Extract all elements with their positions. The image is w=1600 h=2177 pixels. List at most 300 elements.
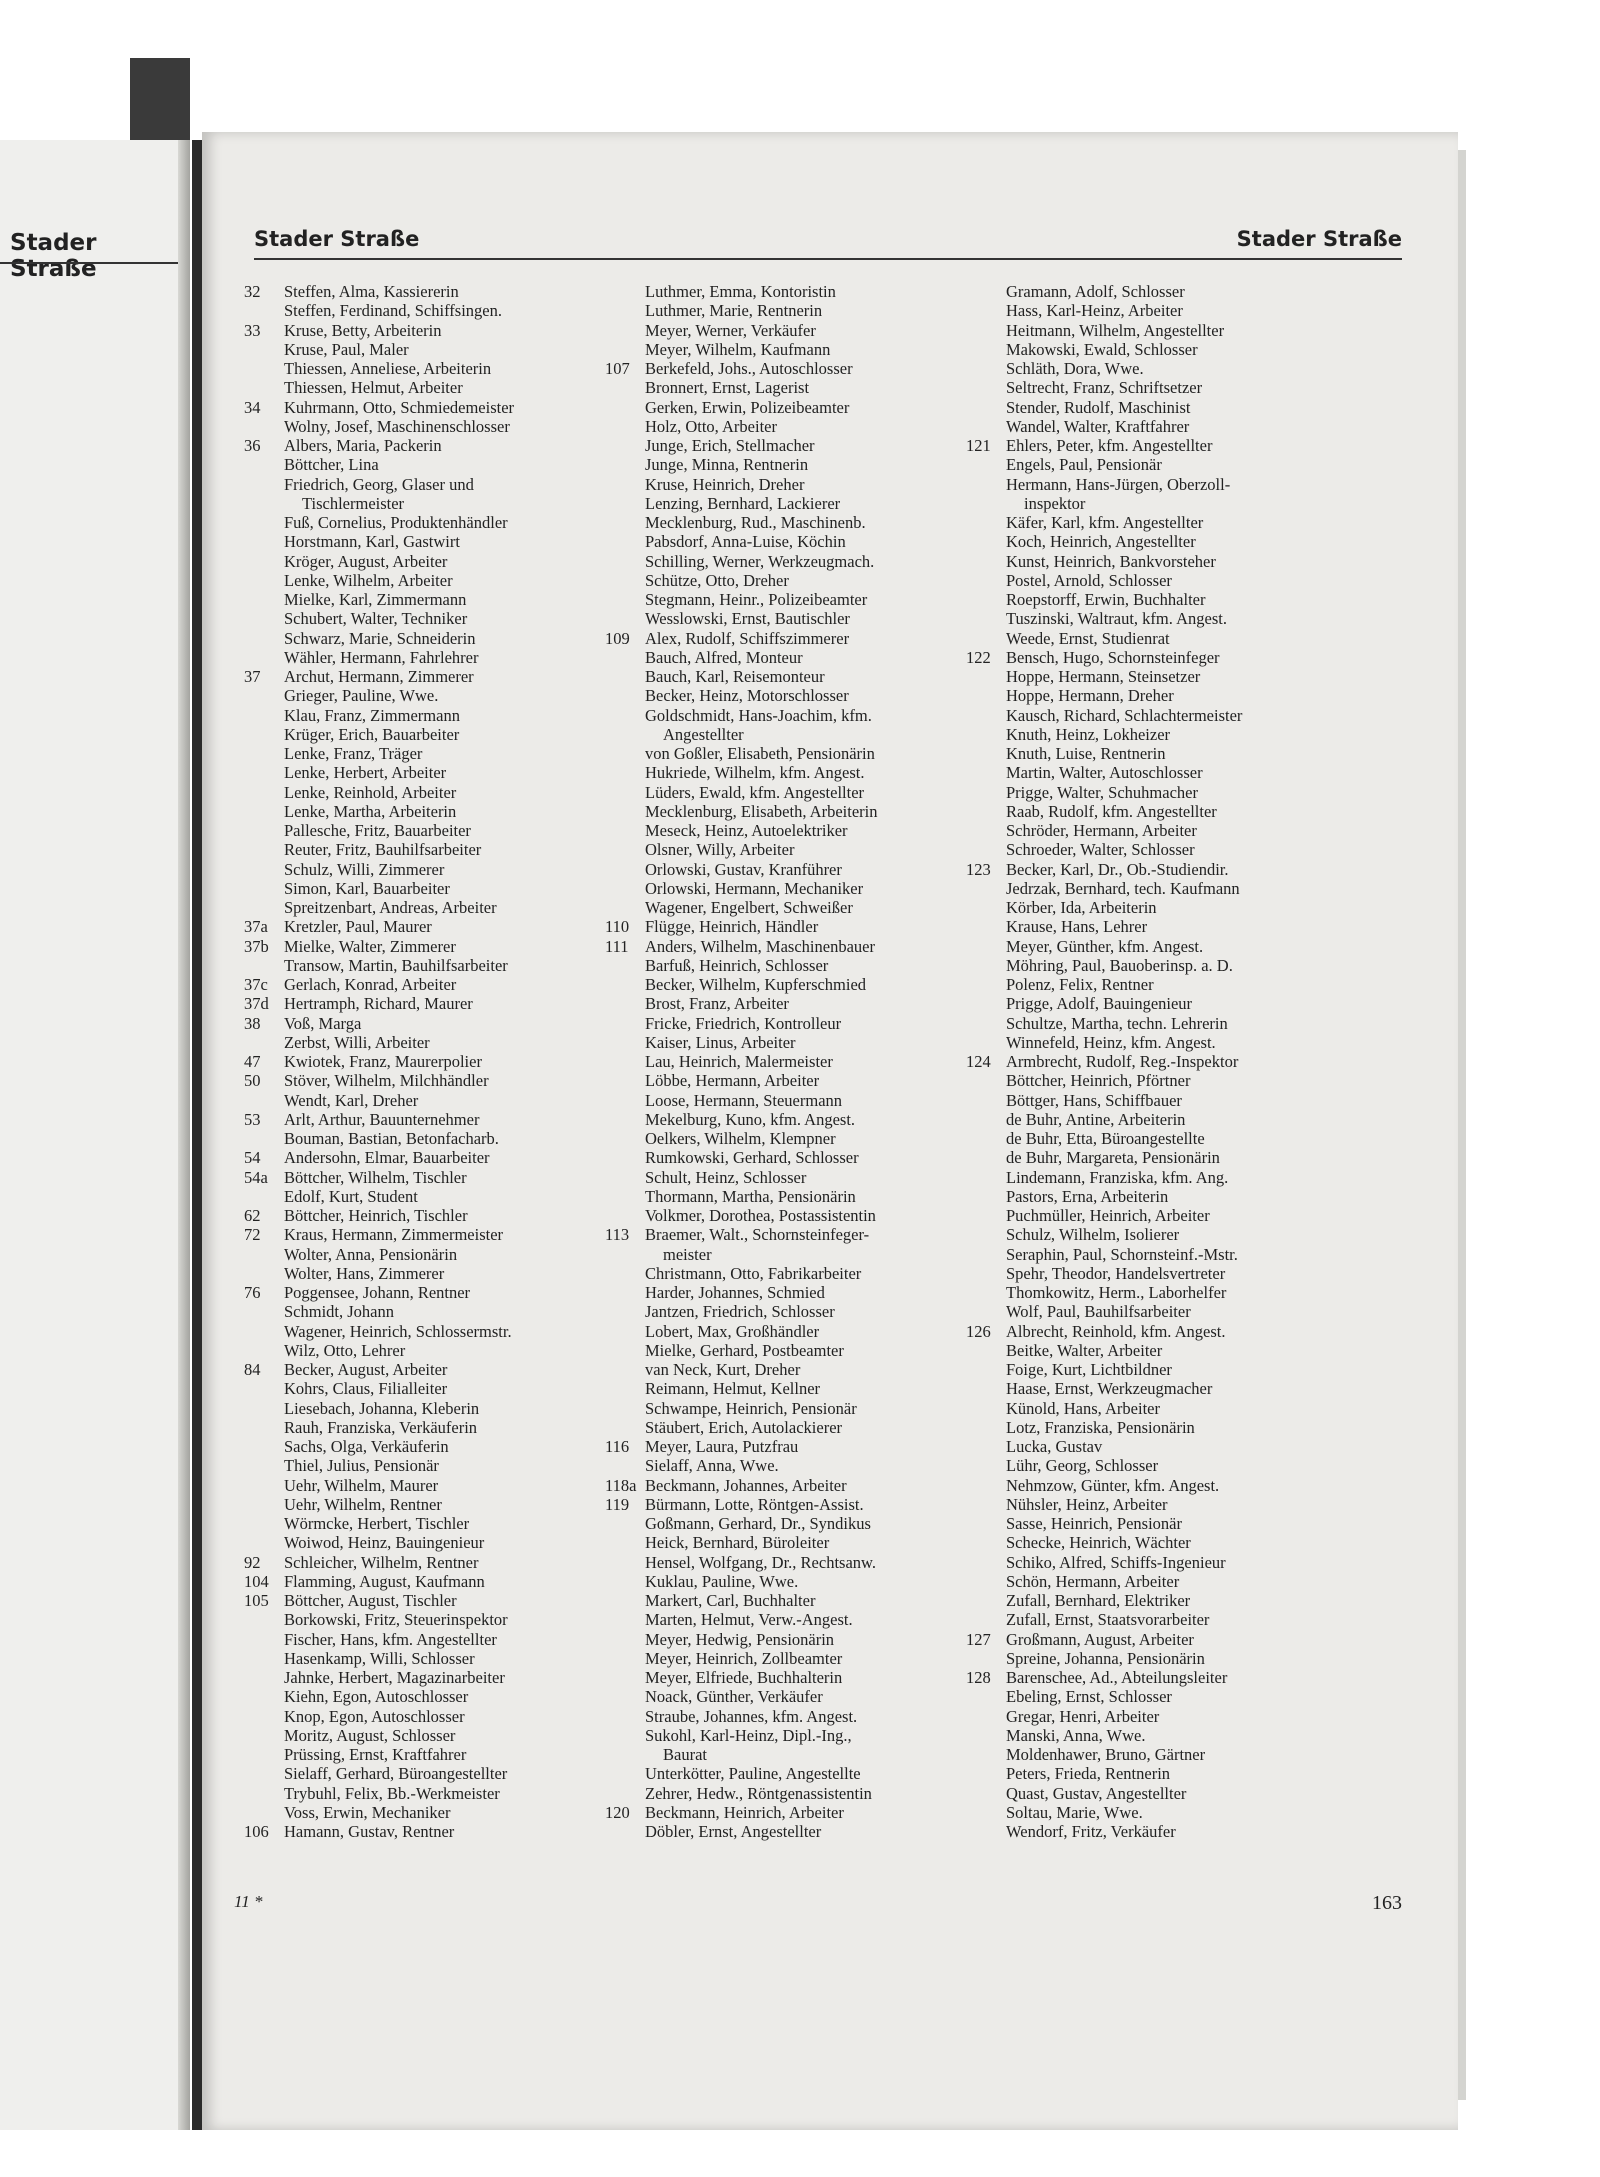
resident-entry: Marten, Helmut, Verw.-Angest. <box>645 1610 853 1630</box>
resident-entry: Jantzen, Friedrich, Schlosser <box>645 1302 835 1322</box>
resident-entry: Foige, Kurt, Lichtbildner <box>1006 1360 1172 1379</box>
left-fragment-line <box>0 1259 148 1278</box>
left-fragment-text <box>0 1604 148 1623</box>
resident-entry: Wandel, Walter, Kraftfahrer <box>1006 416 1190 436</box>
house-number: 128 <box>966 1668 991 1687</box>
house-number: 110 <box>605 917 630 937</box>
left-fragment-line <box>0 376 148 395</box>
resident-entry: Kruse, Betty, Arbeiterin <box>284 320 442 340</box>
resident-entry: Wörmcke, Herbert, Tischler <box>284 1514 470 1533</box>
left-fragment-line <box>0 510 148 529</box>
resident-entry: meister <box>663 1244 712 1264</box>
resident-entry: Körber, Ida, Arbeiterin <box>1006 898 1157 917</box>
resident-entry: Hermann, Hans-Jürgen, Oberzoll- <box>1006 474 1231 494</box>
house-number: 37d <box>244 994 269 1014</box>
resident-entry: Schleicher, Wilhelm, Rentner <box>284 1552 479 1572</box>
resident-entry: Luthmer, Marie, Rentnerin <box>645 301 823 321</box>
resident-entry: Wähler, Hermann, Fahrlehrer <box>284 647 479 667</box>
left-fragment-text <box>0 1566 148 1585</box>
left-header-rule <box>0 262 178 264</box>
left-page-header: Stader Straße <box>10 230 97 282</box>
resident-entry: Bensch, Hugo, Schornsteinfeger <box>1006 647 1220 667</box>
left-fragment-line <box>0 645 148 664</box>
resident-entry: Lühr, Georg, Schlosser <box>1006 1456 1159 1476</box>
resident-entry: Armbrecht, Rudolf, Reg.-Inspektor <box>1006 1052 1239 1071</box>
resident-entry: Meyer, Wilhelm, Kaufmann <box>645 339 831 359</box>
left-fragment-line <box>0 1028 148 1047</box>
resident-entry: Großmann, August, Arbeiter <box>1006 1629 1194 1649</box>
left-fragment-text <box>0 932 148 951</box>
resident-entry: Thiel, Julius, Pensionär <box>284 1456 439 1476</box>
resident-entry: Schultze, Martha, techn. Lehrerin <box>1006 1013 1228 1033</box>
left-fragment-text <box>0 1201 148 1220</box>
house-number: 107 <box>605 359 630 378</box>
house-number: 37b <box>244 936 269 956</box>
left-fragment-text <box>0 741 148 760</box>
left-fragment-line <box>0 1124 148 1143</box>
left-fragment-text <box>0 299 148 318</box>
resident-entry: Edolf, Kurt, Student <box>284 1186 418 1206</box>
resident-entry: Simon, Karl, Bauarbeiter <box>284 878 450 898</box>
page-header-left: Stader Straße <box>254 227 420 251</box>
resident-entry: Transow, Martin, Bauhilfsarbeiter <box>284 955 508 975</box>
resident-entry: Kaiser, Linus, Arbeiter <box>645 1032 796 1052</box>
left-fragment-line <box>0 1182 148 1201</box>
resident-entry: Steffen, Ferdinand, Schiffsingen. <box>284 301 502 321</box>
left-fragment-text <box>0 1028 148 1047</box>
left-fragment-text <box>0 1412 148 1431</box>
resident-entry: Seraphin, Paul, Schornsteinf.-Mstr. <box>1006 1244 1238 1264</box>
resident-entry: Beitke, Walter, Arbeiter <box>1006 1340 1163 1360</box>
resident-entry: Döbler, Ernst, Angestellter <box>645 1822 822 1841</box>
resident-entry: Sielaff, Gerhard, Büroangestellter <box>284 1764 508 1784</box>
left-fragment-text <box>0 1489 148 1508</box>
resident-entry: Jahnke, Herbert, Magazinarbeiter <box>284 1668 505 1687</box>
resident-entry: Reuter, Fritz, Bauhilfsarbeiter <box>284 840 482 860</box>
left-fragment-line <box>0 395 148 414</box>
resident-entry: Straube, Johannes, kfm. Angest. <box>645 1706 858 1726</box>
resident-entry: Arlt, Arthur, Bauunternehmer <box>284 1109 480 1129</box>
resident-entry: Horstmann, Karl, Gastwirt <box>284 532 460 552</box>
resident-entry: Nühsler, Heinz, Arbeiter <box>1006 1494 1168 1514</box>
page-edge <box>1458 150 1466 2100</box>
left-fragment-line <box>0 1297 148 1316</box>
house-number: 126 <box>966 1321 991 1341</box>
left-fragment-text <box>0 1009 148 1028</box>
resident-entry: Spreitzenbart, Andreas, Arbeiter <box>284 898 497 917</box>
left-page-text <box>0 280 148 1834</box>
resident-entry: Moritz, August, Schlosser <box>284 1725 456 1745</box>
resident-entry: Böttcher, August, Tischler <box>284 1591 457 1610</box>
resident-entry: Voss, Erwin, Mechaniker <box>284 1802 451 1822</box>
resident-entry: Christmann, Otto, Fabrikarbeiter <box>645 1263 862 1283</box>
resident-entry: Fricke, Friedrich, Kontrolleur <box>645 1013 842 1033</box>
left-fragment-text <box>0 395 148 414</box>
resident-entry: Puchmüller, Heinrich, Arbeiter <box>1006 1206 1210 1225</box>
resident-entry: de Buhr, Etta, Büroangestellte <box>1006 1129 1205 1148</box>
resident-entry: Sachs, Olga, Verkäuferin <box>284 1437 449 1456</box>
resident-entry: Bouman, Bastian, Betonfacharb. <box>284 1129 499 1148</box>
resident-entry: Krause, Hans, Lehrer <box>1006 917 1148 937</box>
resident-entry: Albers, Maria, Packerin <box>284 436 442 455</box>
left-fragment-line <box>0 1355 148 1374</box>
resident-entry: Zufall, Ernst, Staatsvorarbeiter <box>1006 1610 1210 1630</box>
resident-entry: Heick, Bernhard, Büroleiter <box>645 1533 830 1553</box>
left-fragment-line <box>0 1105 148 1124</box>
left-fragment-line <box>0 280 148 299</box>
header-rule <box>254 258 1402 260</box>
left-fragment-line <box>0 1374 148 1393</box>
left-fragment-line <box>0 1719 148 1738</box>
left-fragment-line <box>0 1700 148 1719</box>
resident-entry: Pastors, Erna, Arbeiterin <box>1006 1186 1169 1206</box>
left-fragment-text <box>0 1048 148 1067</box>
left-fragment-text <box>0 1220 148 1239</box>
resident-entry: Thiessen, Anneliese, Arbeiterin <box>284 359 492 378</box>
left-fragment-line <box>0 1086 148 1105</box>
resident-entry: Bauch, Karl, Reisemonteur <box>645 667 825 686</box>
left-fragment-text <box>0 1681 148 1700</box>
house-number: 47 <box>244 1052 261 1071</box>
resident-entry: Gerken, Erwin, Polizeibeamter <box>645 397 850 417</box>
left-fragment-line <box>0 702 148 721</box>
resident-entry: Spehr, Theodor, Handelsvertreter <box>1006 1263 1226 1283</box>
left-fragment-text <box>0 1757 148 1776</box>
resident-entry: Böttcher, Lina <box>284 455 379 475</box>
left-fragment-line <box>0 1489 148 1508</box>
left-fragment-line <box>0 529 148 548</box>
resident-entry: Knop, Egon, Autoschlosser <box>284 1706 465 1726</box>
resident-entry: Sielaff, Anna, Wwe. <box>645 1456 779 1476</box>
house-number: 113 <box>605 1225 630 1245</box>
resident-entry: Brost, Franz, Arbeiter <box>645 994 789 1014</box>
left-fragment-text <box>0 1124 148 1143</box>
left-fragment-text <box>0 1719 148 1738</box>
resident-entry: Mecklenburg, Rud., Maschinenb. <box>645 513 866 532</box>
book-spine-top <box>130 58 190 148</box>
house-number: 76 <box>244 1283 261 1302</box>
house-number: 37c <box>244 975 268 994</box>
resident-entry: Unterkötter, Pauline, Angestellte <box>645 1764 861 1784</box>
resident-entry: Schwarz, Marie, Schneiderin <box>284 628 476 648</box>
resident-entry: Knuth, Heinz, Lokheizer <box>1006 724 1171 744</box>
left-fragment-line <box>0 971 148 990</box>
left-fragment-line <box>0 1585 148 1604</box>
left-fragment-text <box>0 894 148 913</box>
house-number: 116 <box>605 1437 630 1456</box>
resident-entry: Haase, Ernst, Werkzeugmacher <box>1006 1379 1213 1399</box>
left-fragment-text <box>0 856 148 875</box>
resident-entry: Wagener, Engelbert, Schweißer <box>645 898 853 917</box>
left-fragment-line <box>0 1201 148 1220</box>
left-fragment-line <box>0 798 148 817</box>
resident-entry: Bauch, Alfred, Monteur <box>645 647 803 667</box>
resident-entry: Stender, Rudolf, Maschinist <box>1006 397 1191 417</box>
resident-entry: Böttcher, Heinrich, Tischler <box>284 1206 468 1225</box>
house-number: 34 <box>244 397 261 417</box>
resident-entry: Steffen, Alma, Kassiererin <box>284 282 459 301</box>
left-fragment-text <box>0 1431 148 1450</box>
house-number: 54a <box>244 1167 268 1187</box>
left-fragment-line <box>0 817 148 836</box>
resident-entry: Stäubert, Erich, Autolackierer <box>645 1417 843 1437</box>
left-fragment-line <box>0 721 148 740</box>
left-fragment-line <box>0 1220 148 1239</box>
left-fragment-line <box>0 587 148 606</box>
left-fragment-line <box>0 1642 148 1661</box>
resident-entry: Kohrs, Claus, Filialleiter <box>284 1379 448 1399</box>
resident-entry: Hass, Karl-Heinz, Arbeiter <box>1006 301 1183 321</box>
resident-entry: Schröder, Hermann, Arbeiter <box>1006 821 1197 840</box>
left-fragment-text <box>0 1623 148 1642</box>
resident-entry: Kuhrmann, Otto, Schmiedemeister <box>284 397 515 417</box>
resident-entry: Meyer, Günther, kfm. Angest. <box>1006 936 1204 956</box>
resident-entry: Wolny, Josef, Maschinenschlosser <box>284 416 510 436</box>
resident-entry: Lenzing, Bernhard, Lackierer <box>645 493 841 513</box>
book-spine <box>192 140 202 2130</box>
house-number: 121 <box>966 436 991 455</box>
left-fragment-text <box>0 1815 148 1834</box>
left-fragment-line <box>0 664 148 683</box>
resident-entry: Friedrich, Georg, Glaser und <box>284 474 474 494</box>
resident-entry: Polenz, Felix, Rentner <box>1006 975 1154 994</box>
left-fragment-text <box>0 1700 148 1719</box>
resident-entry: Nehmzow, Günter, kfm. Angest. <box>1006 1475 1220 1495</box>
resident-entry: Hoppe, Hermann, Dreher <box>1006 686 1174 706</box>
house-number: 38 <box>244 1013 261 1033</box>
left-fragment-text <box>0 1585 148 1604</box>
resident-entry: Lenke, Wilhelm, Arbeiter <box>284 570 453 590</box>
resident-entry: Wilz, Otto, Lehrer <box>284 1340 406 1360</box>
left-fragment-line <box>0 1623 148 1642</box>
left-fragment-line <box>0 1796 148 1815</box>
house-number: 62 <box>244 1206 261 1225</box>
resident-entry: Kiehn, Egon, Autoschlosser <box>284 1687 469 1707</box>
resident-entry: Mecklenburg, Elisabeth, Arbeiterin <box>645 801 878 821</box>
left-fragment-line <box>0 1163 148 1182</box>
resident-entry: Gerlach, Konrad, Arbeiter <box>284 975 457 994</box>
left-fragment-text <box>0 1105 148 1124</box>
resident-entry: Schecke, Heinrich, Wächter <box>1006 1533 1191 1553</box>
resident-entry: Weede, Ernst, Studienrat <box>1006 628 1170 648</box>
house-number: 33 <box>244 320 261 340</box>
resident-entry: Spreine, Johanna, Pensionärin <box>1006 1648 1205 1668</box>
resident-entry: Lenke, Martha, Arbeiterin <box>284 801 457 821</box>
left-fragment-line <box>0 1546 148 1565</box>
resident-entry: Soltau, Marie, Wwe. <box>1006 1802 1143 1822</box>
house-number: 32 <box>244 282 261 301</box>
resident-entry: Harder, Johannes, Schmied <box>645 1283 825 1302</box>
resident-entry: Heitmann, Wilhelm, Angestellter <box>1006 320 1225 340</box>
left-page-gutter <box>178 140 190 2130</box>
resident-entry: Künold, Hans, Arbeiter <box>1006 1398 1160 1418</box>
left-fragment-text <box>0 817 148 836</box>
resident-entry: Schult, Heinz, Schlosser <box>645 1167 807 1187</box>
left-fragment-text <box>0 1335 148 1354</box>
resident-entry: Lüders, Ewald, kfm. Angestellter <box>645 782 865 802</box>
left-fragment-line <box>0 491 148 510</box>
resident-entry: Goßmann, Gerhard, Dr., Syndikus <box>645 1514 871 1533</box>
resident-entry: Postel, Arnold, Schlosser <box>1006 570 1172 590</box>
house-number: 37a <box>244 917 268 937</box>
house-number: 119 <box>605 1494 630 1514</box>
resident-entry: Hensel, Wolfgang, Dr., Rechtsanw. <box>645 1552 876 1572</box>
house-number: 37 <box>244 667 261 686</box>
resident-entry: Andersohn, Elmar, Bauarbeiter <box>284 1148 490 1168</box>
resident-entry: Käfer, Karl, kfm. Angestellter <box>1006 513 1204 532</box>
resident-entry: Hertramph, Richard, Maurer <box>284 994 473 1014</box>
resident-entry: Bürmann, Lotte, Röntgen-Assist. <box>645 1494 864 1514</box>
resident-entry: Wolf, Paul, Bauhilfsarbeiter <box>1006 1302 1191 1322</box>
left-fragment-line <box>0 625 148 644</box>
resident-entry: Hamann, Gustav, Rentner <box>284 1822 455 1841</box>
left-fragment-text <box>0 990 148 1009</box>
left-fragment-text <box>0 376 148 395</box>
left-fragment-line <box>0 760 148 779</box>
left-fragment-text <box>0 549 148 568</box>
house-number: 127 <box>966 1629 991 1649</box>
left-fragment-line <box>0 1450 148 1469</box>
left-fragment-text <box>0 836 148 855</box>
left-fragment-line <box>0 1412 148 1431</box>
resident-entry: Kwiotek, Franz, Maurerpolier <box>284 1052 482 1071</box>
resident-entry: Zerbst, Willi, Arbeiter <box>284 1032 430 1052</box>
resident-entry: Reimann, Helmut, Kellner <box>645 1379 821 1399</box>
left-fragment-line <box>0 568 148 587</box>
left-fragment-line <box>0 894 148 913</box>
resident-entry: Möhring, Paul, Bauoberinsp. a. D. <box>1006 955 1233 975</box>
resident-entry: Prüssing, Ernst, Kraftfahrer <box>284 1745 467 1764</box>
resident-entry: Moldenhawer, Bruno, Gärtner <box>1006 1745 1206 1764</box>
resident-entry: Schütze, Otto, Dreher <box>645 570 789 590</box>
left-fragment-line <box>0 1048 148 1067</box>
resident-entry: Lau, Heinrich, Malermeister <box>645 1052 833 1071</box>
left-page <box>0 140 190 2130</box>
resident-entry: Stöver, Wilhelm, Milchhändler <box>284 1071 489 1091</box>
resident-entry: Prigge, Adolf, Bauingenieur <box>1006 994 1193 1014</box>
left-fragment-line <box>0 1335 148 1354</box>
resident-entry: Krüger, Erich, Bauarbeiter <box>284 724 460 744</box>
left-fragment-text <box>0 971 148 990</box>
resident-entry: Uehr, Wilhelm, Maurer <box>284 1475 439 1495</box>
left-fragment-line <box>0 1009 148 1028</box>
resident-entry: Rumkowski, Gerhard, Schlosser <box>645 1148 859 1168</box>
resident-entry: Wesslowski, Ernst, Bautischler <box>645 609 850 629</box>
resident-entry: Löbbe, Hermann, Arbeiter <box>645 1071 820 1091</box>
resident-entry: Lucka, Gustav <box>1006 1437 1103 1456</box>
left-fragment-text <box>0 913 148 932</box>
left-fragment-line <box>0 932 148 951</box>
right-page <box>202 132 1458 2130</box>
resident-entry: Kraus, Hermann, Zimmermeister <box>284 1225 504 1245</box>
resident-entry: Manski, Anna, Wwe. <box>1006 1725 1146 1745</box>
house-number: 122 <box>966 647 991 667</box>
left-fragment-text <box>0 453 148 472</box>
resident-entry: Kretzler, Paul, Maurer <box>284 917 432 937</box>
resident-entry: Loose, Hermann, Steuermann <box>645 1090 843 1110</box>
resident-entry: Fuß, Cornelius, Produktenhändler <box>284 513 508 532</box>
left-fragment-text <box>0 1086 148 1105</box>
resident-entry: Lindemann, Franziska, kfm. Ang. <box>1006 1167 1229 1187</box>
signature-mark: 11 * <box>234 1892 263 1911</box>
left-fragment-line <box>0 606 148 625</box>
left-fragment-line <box>0 1067 148 1086</box>
resident-entry: Schwampe, Heinrich, Pensionär <box>645 1398 857 1418</box>
resident-entry: Barenschee, Ad., Abteilungsleiter <box>1006 1668 1228 1687</box>
resident-entry: Beckmann, Johannes, Arbeiter <box>645 1475 847 1495</box>
resident-entry: Wolter, Hans, Zimmerer <box>284 1263 445 1283</box>
resident-entry: Archut, Hermann, Zimmerer <box>284 667 474 686</box>
resident-entry: Orlowski, Gustav, Kranführer <box>645 859 842 879</box>
house-number: 92 <box>244 1552 261 1572</box>
resident-entry: Wendorf, Fritz, Verkäufer <box>1006 1822 1176 1841</box>
resident-entry: Lenke, Franz, Träger <box>284 744 423 763</box>
resident-entry: Olsner, Willy, Arbeiter <box>645 840 795 860</box>
resident-entry: Gramann, Adolf, Schlosser <box>1006 282 1185 301</box>
resident-entry: Kuklau, Pauline, Wwe. <box>645 1571 799 1591</box>
resident-entry: Stegmann, Heinr., Polizeibeamter <box>645 590 868 609</box>
left-fragment-text <box>0 587 148 606</box>
resident-entry: Kruse, Heinrich, Dreher <box>645 474 805 494</box>
left-fragment-text <box>0 1278 148 1297</box>
resident-entry: Markert, Carl, Buchhalter <box>645 1591 816 1610</box>
resident-entry: Liesebach, Johanna, Kleberin <box>284 1398 480 1418</box>
left-fragment-line <box>0 338 148 357</box>
resident-entry: Zufall, Bernhard, Elektriker <box>1006 1591 1191 1610</box>
resident-entry: Meyer, Elfriede, Buchhalterin <box>645 1668 843 1687</box>
left-fragment-line <box>0 549 148 568</box>
resident-entry: Schilling, Werner, Werkzeugmach. <box>645 551 875 571</box>
resident-entry: de Buhr, Margareta, Pensionärin <box>1006 1148 1220 1168</box>
resident-entry: Makowski, Ewald, Schlosser <box>1006 339 1198 359</box>
left-fragment-line <box>0 1508 148 1527</box>
resident-entry: Gregar, Henri, Arbeiter <box>1006 1706 1160 1726</box>
left-fragment-line <box>0 1316 148 1335</box>
resident-entry: Mekelburg, Kuno, kfm. Angest. <box>645 1109 856 1129</box>
left-fragment-line <box>0 1681 148 1700</box>
resident-entry: Rauh, Franziska, Verkäuferin <box>284 1417 478 1437</box>
resident-entry: Kausch, Richard, Schlachtermeister <box>1006 705 1243 725</box>
resident-entry: Sasse, Heinrich, Pensionär <box>1006 1514 1182 1533</box>
resident-entry: Winnefeld, Heinz, kfm. Angest. <box>1006 1032 1216 1052</box>
resident-entry: Baurat <box>663 1745 707 1764</box>
resident-entry: Becker, Heinz, Motorschlosser <box>645 686 849 706</box>
left-fragment-line <box>0 741 148 760</box>
house-number: 118a <box>605 1475 637 1495</box>
resident-entry: Woiwod, Heinz, Bauingenieur <box>284 1533 485 1553</box>
resident-entry: Schläth, Dora, Wwe. <box>1006 359 1144 378</box>
house-number: 120 <box>605 1802 630 1822</box>
resident-entry: Orlowski, Hermann, Mechaniker <box>645 878 864 898</box>
resident-entry: Becker, August, Arbeiter <box>284 1360 448 1379</box>
left-fragment-text <box>0 1470 148 1489</box>
resident-entry: Raab, Rudolf, kfm. Angestellter <box>1006 801 1217 821</box>
resident-entry: Hasenkamp, Willi, Schlosser <box>284 1648 475 1668</box>
resident-entry: Seltrecht, Franz, Schriftsetzer <box>1006 378 1203 398</box>
resident-entry: Böttcher, Wilhelm, Tischler <box>284 1167 467 1187</box>
left-fragment-line <box>0 1278 148 1297</box>
resident-entry: Fischer, Hans, kfm. Angestellter <box>284 1629 497 1649</box>
resident-entry: Knuth, Luise, Rentnerin <box>1006 744 1166 763</box>
resident-entry: Schön, Hermann, Arbeiter <box>1006 1571 1180 1591</box>
resident-entry: Kröger, August, Arbeiter <box>284 551 448 571</box>
resident-entry: Schroeder, Walter, Schlosser <box>1006 840 1195 860</box>
left-fragment-text <box>0 1163 148 1182</box>
house-number: 84 <box>244 1360 261 1379</box>
resident-entry: Koch, Heinrich, Angestellter <box>1006 532 1196 552</box>
house-number: 72 <box>244 1225 261 1245</box>
resident-entry: Noack, Günther, Verkäufer <box>645 1687 823 1707</box>
